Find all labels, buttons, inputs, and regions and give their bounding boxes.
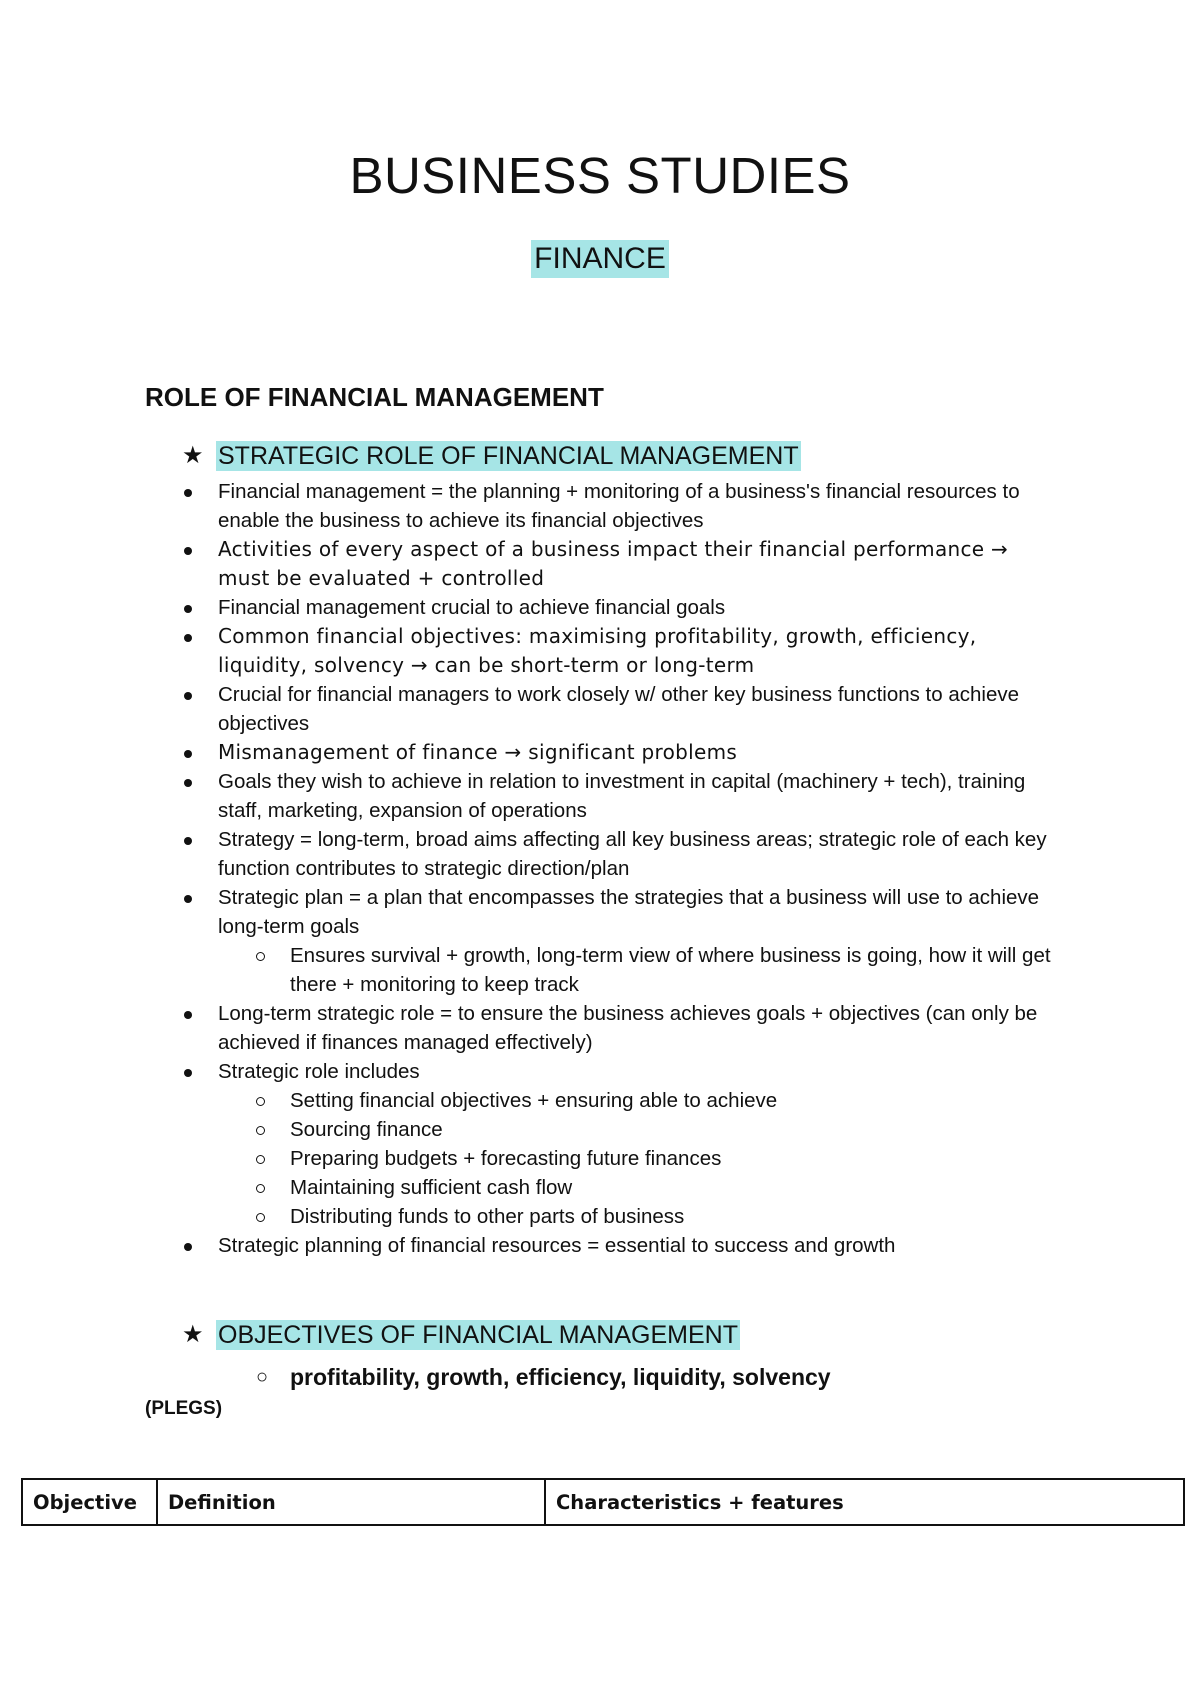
list-item xyxy=(182,825,1062,883)
list-item xyxy=(182,1057,1062,1231)
bullet-icon xyxy=(184,1243,192,1251)
section-heading: ROLE OF FINANCIAL MANAGEMENT xyxy=(145,382,604,412)
sub-list xyxy=(218,941,1062,999)
strategic-heading xyxy=(182,441,801,471)
sub-list-item xyxy=(254,1202,1062,1231)
list-item-text: Activities of every aspect of a business impact their financial performance → must be evaluated + controlled xyxy=(218,537,1009,590)
sub-list-item xyxy=(254,941,1062,999)
bullet-icon xyxy=(184,837,192,845)
star-icon: ★ xyxy=(182,442,204,469)
list-item xyxy=(182,738,1062,767)
acronym-label: (PLEGS) xyxy=(145,1398,223,1419)
objectives-list-item xyxy=(254,1362,831,1392)
list-item-text: Financial management crucial to achieve financial goals xyxy=(218,596,726,619)
objectives-heading xyxy=(182,1320,740,1350)
table-header-definition: Definition xyxy=(157,1479,545,1525)
objectives-table xyxy=(21,1478,1185,1526)
list-item-text: Strategic planning of financial resources = essential to success and growth xyxy=(218,1234,896,1257)
list-item-text: Strategic plan = a plan that encompasses the strategies that a business will use to achieve long-term goals xyxy=(218,886,1040,938)
sub-list-item-text: Preparing budgets + forecasting future finances xyxy=(290,1147,722,1170)
bullet-icon xyxy=(184,634,192,642)
circle-bullet-icon xyxy=(256,1126,265,1135)
circle-bullet-icon xyxy=(256,1213,265,1222)
sub-list-item xyxy=(254,1086,1062,1115)
list-item-text: Strategy = long-term, broad aims affecting all key business areas; strategic role of each key function contributes to strategic direction/plan xyxy=(218,828,1047,880)
list-item-text: Crucial for financial managers to work closely w/ other key business functions to achieve objectives xyxy=(218,683,1020,735)
subtitle-finance: FINANCE xyxy=(531,240,669,278)
bullet-icon xyxy=(184,692,192,700)
list-item-text: Goals they wish to achieve in relation to investment in capital (machinery + tech), training staff, marketing, expansion of operations xyxy=(218,770,1026,822)
sub-list-item-text: Sourcing finance xyxy=(290,1118,443,1141)
sub-list xyxy=(218,1086,1062,1231)
star-icon: ★ xyxy=(182,1321,204,1348)
sub-list-item-text: Distributing funds to other parts of business xyxy=(290,1205,685,1228)
list-item xyxy=(182,622,1062,680)
list-item xyxy=(182,535,1062,593)
list-item xyxy=(182,767,1062,825)
sub-list-item-text: Setting financial objectives + ensuring able to achieve xyxy=(290,1089,778,1112)
circle-bullet-icon xyxy=(256,952,265,961)
table-header-objective: Objective xyxy=(22,1479,157,1525)
list-item xyxy=(182,1231,1062,1260)
bullet-icon xyxy=(184,750,192,758)
page-title: BUSINESS STUDIES xyxy=(349,147,851,204)
sub-list-item xyxy=(254,1144,1062,1173)
sub-list-item-text: Maintaining sufficient cash flow xyxy=(290,1176,573,1199)
circle-bullet-icon xyxy=(256,1097,265,1106)
subtitle-wrap xyxy=(0,240,1200,278)
sub-list-item xyxy=(254,1173,1062,1202)
list-item xyxy=(182,477,1062,535)
bullet-icon xyxy=(184,1011,192,1019)
table-header-row xyxy=(22,1479,1184,1525)
list-item xyxy=(182,883,1062,999)
sub-list-item-text: Ensures survival + growth, long-term view of where business is going, how it will get there + monitoring to keep track xyxy=(290,944,1051,996)
bullet-icon xyxy=(184,779,192,787)
list-item xyxy=(182,999,1062,1057)
list-item xyxy=(182,593,1062,622)
circle-bullet-icon xyxy=(256,1155,265,1164)
bullet-icon xyxy=(184,895,192,903)
list-item-text: Financial management = the planning + monitoring of a business's financial resources to enable the business to achieve its financial objectives xyxy=(218,480,1020,532)
objectives-heading-text: OBJECTIVES OF FINANCIAL MANAGEMENT xyxy=(218,1321,738,1349)
bullet-icon xyxy=(184,605,192,613)
strategic-bullet-list xyxy=(182,477,1062,1260)
strategic-heading-text: STRATEGIC ROLE OF FINANCIAL MANAGEMENT xyxy=(218,442,799,470)
list-item-text: Common financial objectives: maximising profitability, growth, efficiency, liquidity, solvency → can be short-term or long-term xyxy=(218,624,977,677)
list-item-text: Strategic role includes xyxy=(218,1060,420,1083)
bullet-icon xyxy=(184,547,192,555)
table-header-characteristics: Characteristics + features xyxy=(545,1479,1184,1525)
objectives-list-text: profitability, growth, efficiency, liquidity, solvency xyxy=(290,1364,831,1390)
list-item xyxy=(182,680,1062,738)
list-item-text: Long-term strategic role = to ensure the business achieves goals + objectives (can only be achieved if finances managed effectively) xyxy=(218,1002,1038,1054)
circle-bullet-icon xyxy=(256,1184,265,1193)
bullet-icon xyxy=(184,1069,192,1077)
list-item-text: Mismanagement of finance → significant problems xyxy=(218,740,738,764)
bullet-icon xyxy=(184,489,192,497)
circle-bullet-icon: ○ xyxy=(256,1366,269,1388)
sub-list-item xyxy=(254,1115,1062,1144)
